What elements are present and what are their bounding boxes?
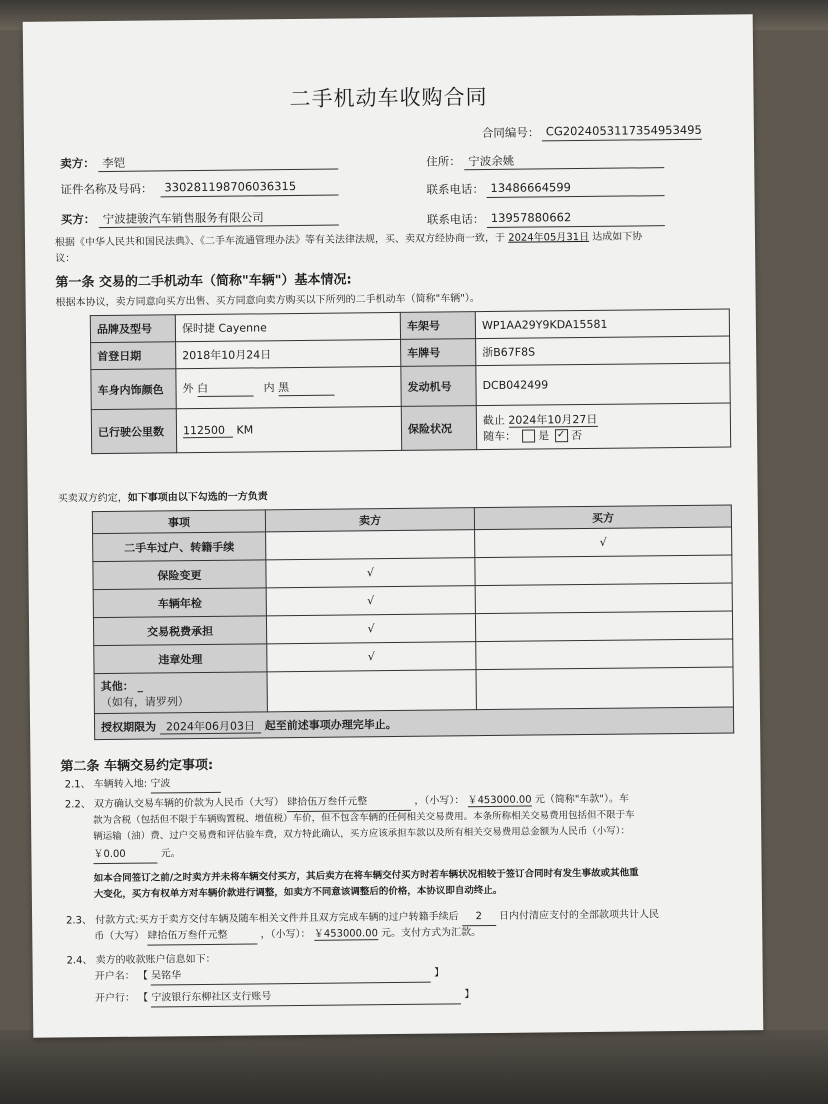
resp-other-note: （如有，请罗列） bbox=[100, 694, 189, 709]
clause-2-2-line2: 款为含税（包括但不限于车辆购置税、增值税）车价，但不包含车辆的任何相关交易费用。本条所称相关交易费用包括但不限于车 bbox=[93, 809, 635, 827]
clause-2-3-days: 2 bbox=[462, 909, 496, 926]
resp-header-buyer: 买方 bbox=[474, 505, 731, 530]
seller-phone: 13486664599 bbox=[490, 180, 572, 195]
clause-2-2-text-c: 元（简称"车款"）。车 bbox=[534, 793, 630, 806]
contract-no-label: 合同编号： bbox=[481, 125, 540, 141]
resp-other-cell bbox=[94, 672, 267, 714]
mileage-unit: KM bbox=[236, 422, 254, 437]
resp-item: 二手车过户、转籍手续 bbox=[93, 532, 266, 562]
clause-2-3-text-c: 币（大写） bbox=[94, 930, 145, 943]
brand-label: 品牌及型号 bbox=[90, 315, 175, 343]
color-int-prefix: 内 bbox=[263, 381, 275, 395]
seller-label: 卖方： bbox=[60, 156, 95, 171]
contract-page bbox=[23, 14, 764, 1038]
contract-no-value: CG2024053117354953495 bbox=[545, 122, 702, 139]
resp-buyer-mark bbox=[475, 611, 732, 642]
clause-2-1-text: 车辆转入地: bbox=[93, 778, 148, 791]
clause-2-3-num: 2.3、 bbox=[66, 915, 93, 927]
bracket-close: 】 bbox=[434, 967, 445, 979]
resp-buyer-mark: √ bbox=[475, 527, 732, 558]
resp-deadline-label: 授权期限为 bbox=[101, 719, 157, 734]
clause-2-4 bbox=[66, 952, 215, 970]
agreement-intro-b: 如下事项由以下勾选的一方负责 bbox=[127, 491, 268, 504]
seller-name: 李铠 bbox=[102, 155, 126, 171]
with-car-label: 随车： bbox=[482, 429, 517, 443]
clause-2-3-text-a: 付款方式:买方于卖方交付车辆及随车相关文件并且双方完成车辆的过户转籍手续后 bbox=[95, 911, 459, 927]
resp-other-label: 其他： bbox=[100, 679, 134, 693]
clause-2-3-amount: ￥453000.00 bbox=[313, 928, 378, 940]
with-car-no-label: 否 bbox=[570, 428, 583, 442]
reg-date-value: 2018年10月24日 bbox=[176, 339, 401, 368]
color-label: 车身内饰颜色 bbox=[91, 369, 176, 410]
adjust-notice-line1: 如本合同签订之前/之时卖方并未将车辆交付买方，其后卖方在将车辆交付买方时若车辆状况相较于签订合同时有发生事故或其他重 bbox=[93, 867, 639, 885]
desk-bottom-edge bbox=[0, 1030, 828, 1104]
account-bank-value: 宁波银行东柳社区支行账号 bbox=[151, 987, 461, 1007]
insurance-prefix: 截止 bbox=[482, 413, 505, 427]
vin-value: WP1AA29Y9KDA15581 bbox=[475, 309, 729, 339]
plate-label: 车牌号 bbox=[401, 339, 476, 367]
intro-text-c: 议： bbox=[55, 253, 76, 265]
mileage-label: 已行驶公里数 bbox=[91, 409, 176, 454]
mileage-value: 112500 bbox=[183, 423, 233, 438]
resp-item: 交易税费承担 bbox=[93, 616, 266, 646]
resp-header-seller: 卖方 bbox=[265, 508, 474, 532]
resp-item: 保险变更 bbox=[93, 560, 266, 590]
article1-heading: 第一条 交易的二手机动车（简称"车辆"）基本情况: bbox=[55, 272, 352, 291]
with-car-no-checkbox[interactable]: ✓ bbox=[554, 429, 567, 442]
clause-2-1 bbox=[65, 776, 221, 795]
color-int-value: 黑 bbox=[278, 379, 334, 397]
resp-header-item: 事项 bbox=[92, 510, 265, 534]
intro-text-a: 根据《中华人民共和国民法典》、《二手车流通管理办法》等有关法律法规，买、卖双方经协商一致，于 bbox=[54, 232, 506, 249]
clause-2-2-num: 2.2、 bbox=[64, 799, 91, 811]
seller-address-label: 住所： bbox=[426, 154, 461, 169]
color-ext-prefix: 外 bbox=[182, 382, 194, 396]
clause-2-1-num: 2.1、 bbox=[64, 779, 91, 791]
resp-buyer-mark bbox=[476, 639, 733, 670]
plate-value: 浙B67F8S bbox=[476, 336, 730, 366]
buyer-phone: 13957880662 bbox=[490, 210, 572, 225]
resp-seller-mark: √ bbox=[266, 586, 475, 616]
seller-phone-underline bbox=[487, 195, 665, 198]
bracket-close: 】 bbox=[464, 989, 475, 1001]
adjust-notice-line2: 大变化，买方有权单方对车辆价款进行调整，如卖方不同意该调整后的价格，本协议即自动终止。 bbox=[93, 884, 503, 901]
contract-no-underline bbox=[542, 139, 702, 142]
bracket-open: 【 bbox=[137, 970, 148, 982]
seller-id-label: 证件名称及号码： bbox=[60, 181, 153, 197]
resp-seller-mark: √ bbox=[266, 558, 475, 588]
reg-date-label: 首登日期 bbox=[91, 342, 176, 370]
buyer-label: 买方： bbox=[60, 212, 96, 227]
intro-date: 2024年05月31日 bbox=[508, 231, 590, 244]
clause-2-2-amount-cn: 肆拾伍万叁仟元整 bbox=[287, 794, 411, 812]
resp-other-seller bbox=[267, 670, 476, 712]
resp-deadline-suffix: 起至前述事项办理完毕止。 bbox=[264, 717, 397, 732]
contract-title: 二手机动车收购合同 bbox=[289, 84, 488, 112]
clause-2-2-fee-unit: 元。 bbox=[160, 848, 181, 860]
resp-seller-mark bbox=[266, 530, 475, 560]
engine-value: DCB042499 bbox=[476, 363, 730, 406]
clause-2-2-text-b: ，（小写）： bbox=[414, 795, 465, 807]
seller-phone-label: 联系电话： bbox=[426, 182, 485, 197]
resp-buyer-mark bbox=[475, 555, 732, 586]
with-car-yes-checkbox[interactable] bbox=[521, 430, 534, 443]
article1-desc: 根据本协议，卖方同意向买方出售、买方同意向卖方购买以下所列的二手机动车（简称"车辆"）。 bbox=[55, 293, 480, 309]
clause-2-1-value: 宁波 bbox=[150, 776, 220, 794]
account-bank-line bbox=[95, 987, 475, 1008]
resp-other-blank: _ bbox=[137, 679, 144, 693]
account-bank-label: 开户行： bbox=[94, 992, 135, 1005]
agreement-intro-a: 买卖双方约定， bbox=[57, 492, 128, 505]
clause-2-2-fee: ￥0.00 bbox=[93, 846, 157, 864]
intro-text-b: 达成如下协 bbox=[592, 231, 643, 243]
seller-name-underline bbox=[98, 169, 338, 173]
seller-address: 宁波余姚 bbox=[468, 153, 515, 169]
resp-deadline-cell bbox=[94, 707, 733, 740]
vin-label: 车架号 bbox=[400, 312, 475, 340]
clause-2-2-amount: ￥453000.00 bbox=[467, 794, 532, 807]
table-row bbox=[94, 667, 733, 714]
mileage-cell bbox=[176, 406, 401, 452]
color-values bbox=[176, 366, 401, 408]
clause-2-4-text: 卖方的收款账户信息如下： bbox=[95, 953, 216, 967]
buyer-name: 宁波捷骏汽车销售服务有限公司 bbox=[102, 210, 264, 227]
clause-2-2-fee-line bbox=[93, 846, 180, 864]
with-car-yes-label: 是 bbox=[537, 428, 550, 442]
clause-2-3-text-d: ，（小写）： bbox=[260, 928, 311, 941]
clause-2-3-text-e: 元。支付方式为汇款。 bbox=[381, 927, 482, 940]
insurance-date: 2024年10月27日 bbox=[508, 412, 598, 427]
buyer-phone-label: 联系电话： bbox=[426, 212, 485, 227]
clause-2-2-line3: 辆运输（油）费、过户交易费和评估验车费，双方特此确认，买方应该承担车款以及所有相关交易费用总金额为人民币（小写）： bbox=[93, 825, 631, 843]
clause-2-3-text-b: 日内付清应支付的全部款项共计人民 bbox=[498, 909, 659, 922]
insurance-cell bbox=[476, 403, 730, 450]
resp-seller-mark: √ bbox=[267, 642, 476, 672]
article2-heading: 第二条 车辆交易约定事项: bbox=[60, 757, 214, 775]
resp-buyer-mark bbox=[475, 583, 732, 614]
vehicle-info-table bbox=[90, 308, 731, 454]
buyer-phone-underline bbox=[487, 225, 665, 228]
agreement-intro bbox=[58, 489, 268, 507]
account-holder-line bbox=[95, 965, 445, 986]
clause-2-2-text-a: 双方确认交易车辆的价款为人民币（大写） bbox=[93, 797, 285, 811]
resp-item: 车辆年检 bbox=[93, 588, 266, 618]
brand-value: 保时捷 Cayenne bbox=[175, 312, 400, 341]
responsibility-table bbox=[92, 504, 734, 740]
resp-deadline-date: 2024年06月03日 bbox=[160, 719, 261, 734]
color-ext-value: 白 bbox=[197, 379, 253, 397]
clause-2-4-num: 2.4、 bbox=[66, 955, 93, 967]
account-holder-value: 吴铭华 bbox=[151, 966, 431, 986]
resp-seller-mark: √ bbox=[266, 614, 475, 644]
clause-2-3-amount-cn: 肆拾伍万叁仟元整 bbox=[147, 927, 257, 945]
clause-2-3-line2 bbox=[94, 925, 481, 946]
insurance-label: 保险状况 bbox=[401, 406, 476, 451]
resp-other-buyer bbox=[476, 667, 733, 710]
engine-label: 发动机号 bbox=[401, 366, 476, 407]
bracket-open: 【 bbox=[138, 992, 149, 1004]
seller-id-value: 330281198706036315 bbox=[164, 178, 297, 195]
resp-item: 违章处理 bbox=[94, 644, 267, 674]
account-holder-label: 开户名： bbox=[94, 970, 135, 983]
intro-line bbox=[55, 229, 642, 251]
seller-id-underline bbox=[161, 195, 339, 198]
table-row bbox=[94, 707, 733, 740]
